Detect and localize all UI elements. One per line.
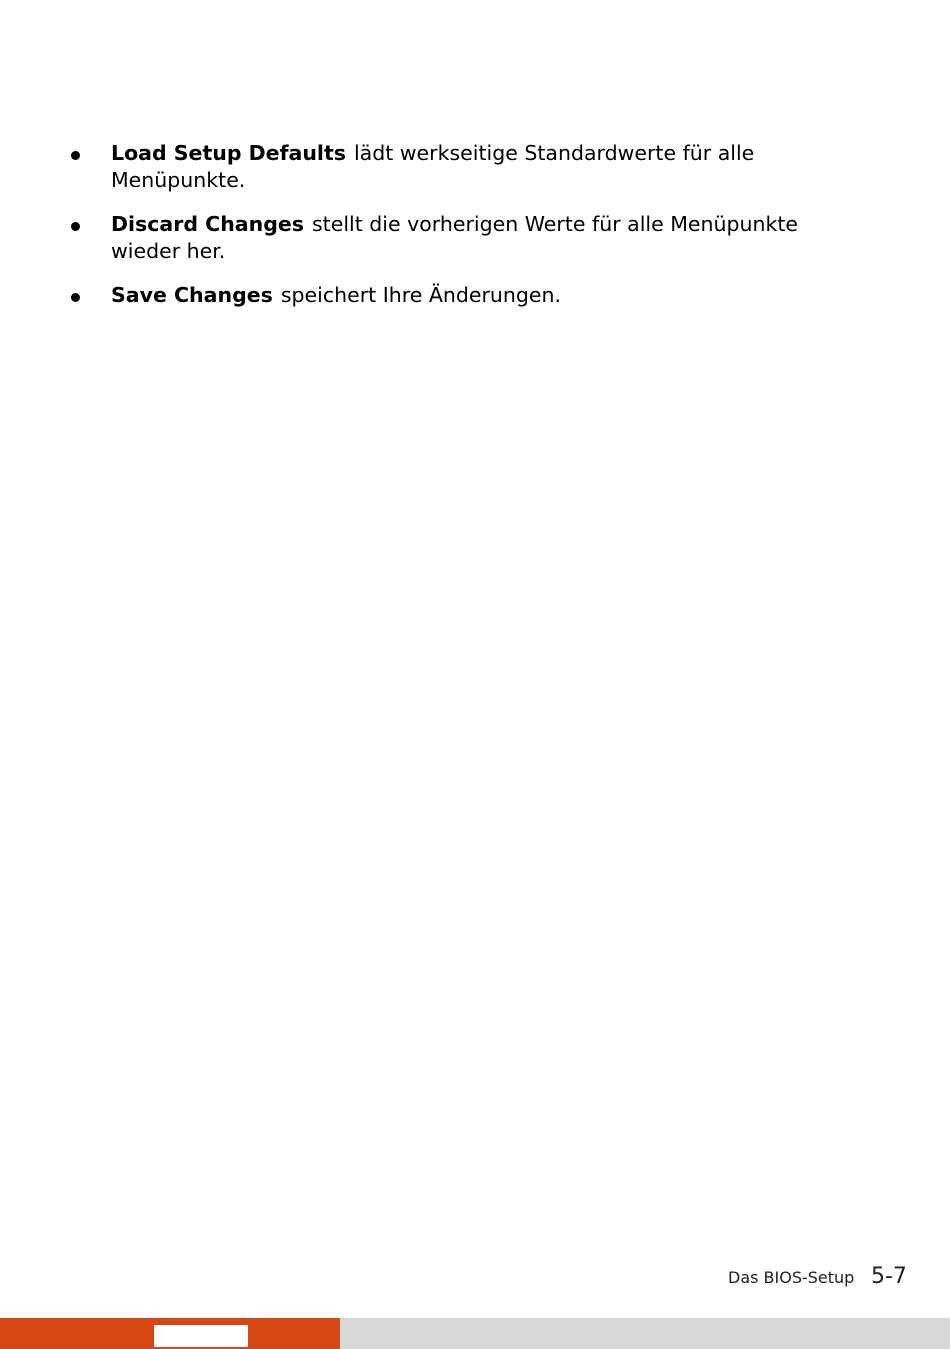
page-number: 5-7 bbox=[871, 1264, 907, 1289]
option-description: stellt die vorherigen Werte für alle Menüpunkte wieder her. bbox=[111, 212, 799, 263]
option-description: speichert Ihre Änderungen. bbox=[280, 283, 562, 307]
bullet-icon bbox=[71, 293, 80, 302]
footer-band-block bbox=[154, 1325, 248, 1347]
footer-band bbox=[0, 1318, 950, 1349]
list-item bbox=[68, 282, 828, 309]
option-term: Save Changes bbox=[111, 283, 273, 307]
option-term: Discard Changes bbox=[111, 212, 304, 236]
option-term: Load Setup Defaults bbox=[111, 141, 346, 165]
bullet-icon bbox=[71, 222, 80, 231]
bullet-icon bbox=[71, 151, 80, 160]
list-item bbox=[68, 140, 828, 194]
option-description: lädt werkseitige Standardwerte für alle Menüpunkte. bbox=[111, 141, 755, 192]
option-list bbox=[68, 140, 828, 326]
list-item bbox=[68, 211, 828, 265]
footer-section-title: Das BIOS-Setup bbox=[728, 1268, 855, 1287]
